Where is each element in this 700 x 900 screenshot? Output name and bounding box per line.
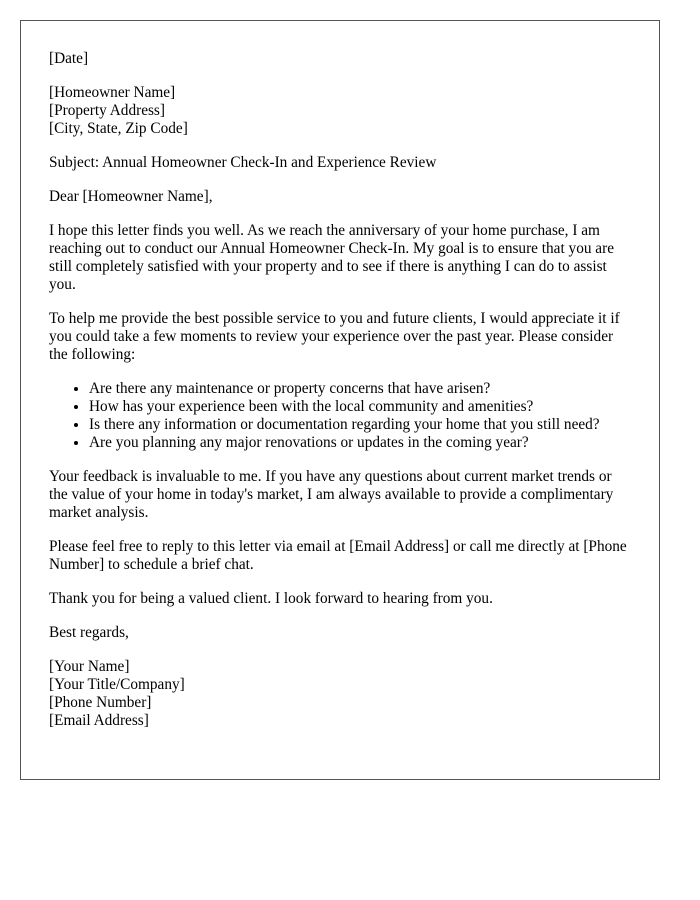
- recipient-address: [Property Address]: [49, 102, 165, 119]
- letter-salutation: Dear [Homeowner Name],: [49, 188, 213, 205]
- list-item: • How has your experience been with the local community and amenities?: [89, 398, 631, 416]
- letter-date: [Date]: [49, 50, 89, 67]
- signature-block: [49, 658, 631, 730]
- letter-document: [20, 20, 660, 780]
- signature-name: [Your Name]: [49, 658, 130, 675]
- recipient-name: [Homeowner Name]: [49, 84, 176, 101]
- letter-subject: Subject: Annual Homeowner Check-In and Experience Review: [49, 154, 437, 171]
- list-item: • Are there any maintenance or property concerns that have arisen?: [89, 380, 631, 398]
- body-paragraph-2: To help me provide the best possible service to you and future clients, I would appreciate it if you could take a few moments to review your experience over the past year. Please consider the following:: [49, 310, 620, 363]
- signature-phone: [Phone Number]: [49, 694, 152, 711]
- body-paragraph-5: Thank you for being a valued client. I look forward to hearing from you.: [49, 590, 493, 607]
- recipient-block: [49, 84, 631, 138]
- recipient-city: [City, State, Zip Code]: [49, 120, 188, 137]
- list-item: • Are you planning any major renovations or updates in the coming year?: [89, 434, 631, 452]
- body-paragraph-1: I hope this letter finds you well. As we reach the anniversary of your home purchase, I am reaching out to conduct our Annual Homeowner Check-In. My goal is to ensure that you are still completely satisfied with your property and to see if there is anything I can do to assist you.: [49, 222, 614, 293]
- list-item: • Is there any information or documentation regarding your home that you still need?: [89, 416, 631, 434]
- signature-title: [Your Title/Company]: [49, 676, 185, 693]
- questions-list: [49, 380, 631, 452]
- body-paragraph-3: Your feedback is invaluable to me. If you have any questions about current market trends or the value of your home in today's market, I am always available to provide a complimentary market analysis.: [49, 468, 614, 521]
- letter-closing: Best regards,: [49, 624, 129, 641]
- signature-email: [Email Address]: [49, 712, 149, 729]
- body-paragraph-4: Please feel free to reply to this letter via email at [Email Address] or call me directly at [Phone Number] to schedule a brief chat.: [49, 538, 627, 573]
